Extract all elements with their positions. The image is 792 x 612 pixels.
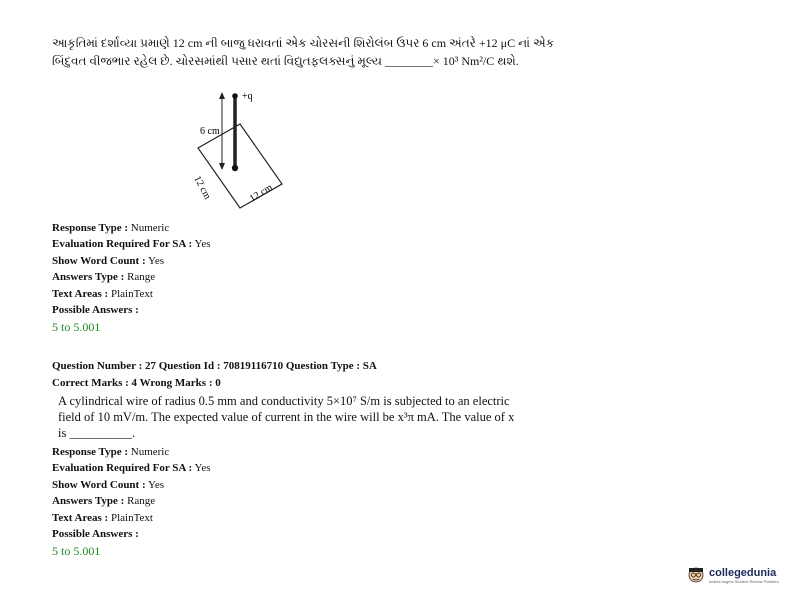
q2-show-word-count: Show Word Count : Yes bbox=[52, 479, 164, 491]
q1-text-areas: Text Areas : PlainText bbox=[52, 288, 153, 300]
arrow-head-up bbox=[219, 92, 225, 99]
charge-label: +q bbox=[242, 91, 253, 102]
q1-response-type: Response Type : Numeric bbox=[52, 222, 170, 234]
arrow-head-down bbox=[219, 163, 225, 170]
q2-text-line1: A cylindrical wire of radius 0.5 mm and conductivity 5×10⁷ S/m is subjected to an electric bbox=[58, 394, 510, 408]
q2-text-areas: Text Areas : PlainText bbox=[52, 512, 153, 524]
side-label-bottom: 12 cm bbox=[247, 182, 275, 205]
q2-response-type: Response Type : Numeric bbox=[52, 446, 170, 458]
q2-text-line3: is __________. bbox=[58, 426, 136, 440]
q1-answers-type: Answers Type : Range bbox=[52, 271, 156, 283]
distance-label: 6 cm bbox=[200, 126, 220, 137]
q1-text-line1: આકૃતિમાં દર્શાવ્યા પ્રમાણે 12 cm ની બાજુ ધરાવતાં એક ચોરસની શિરોલંબ ઉપર 6 cm અંતરે +12 μC નાં એક bbox=[52, 36, 555, 50]
q2-marks: Correct Marks : 4 Wrong Marks : 0 bbox=[52, 377, 221, 389]
q2-answers-type: Answers Type : Range bbox=[52, 495, 156, 507]
q1-text-line2: બિંદુવત વીજભાર રહેલ છે. ચોરસમાંથી પસાર થતાં વિદ્યુતફલક્સનું મૂલ્ય ________× 10³ Nm²/C થશે. bbox=[52, 54, 519, 68]
q2-text-line2: field of 10 mV/m. The expected value of current in the wire will be x³π mA. The value of x bbox=[58, 410, 515, 424]
q1-possible-answers: Possible Answers : bbox=[52, 304, 139, 316]
q1-show-word-count: Show Word Count : Yes bbox=[52, 255, 164, 267]
side-label-left: 12 cm bbox=[191, 174, 213, 202]
logo-tagline: India's largest Student Review Platform bbox=[709, 578, 779, 584]
collegedunia-logo[interactable] bbox=[686, 564, 779, 586]
logo-name: collegedunia bbox=[709, 566, 777, 579]
charge-dot-center bbox=[232, 165, 238, 171]
q2-answer-value: 5 to 5.001 bbox=[52, 544, 101, 558]
mascot-icon bbox=[686, 564, 706, 586]
charge-dot-top bbox=[232, 93, 238, 99]
q1-answer-value: 5 to 5.001 bbox=[52, 320, 101, 334]
q2-evaluation-required: Evaluation Required For SA : Yes bbox=[52, 462, 211, 474]
q2-possible-answers: Possible Answers : bbox=[52, 528, 139, 540]
square-charge-figure bbox=[180, 88, 310, 214]
q2-header: Question Number : 27 Question Id : 70819116710 Question Type : SA bbox=[52, 360, 377, 372]
q1-evaluation-required: Evaluation Required For SA : Yes bbox=[52, 238, 211, 250]
